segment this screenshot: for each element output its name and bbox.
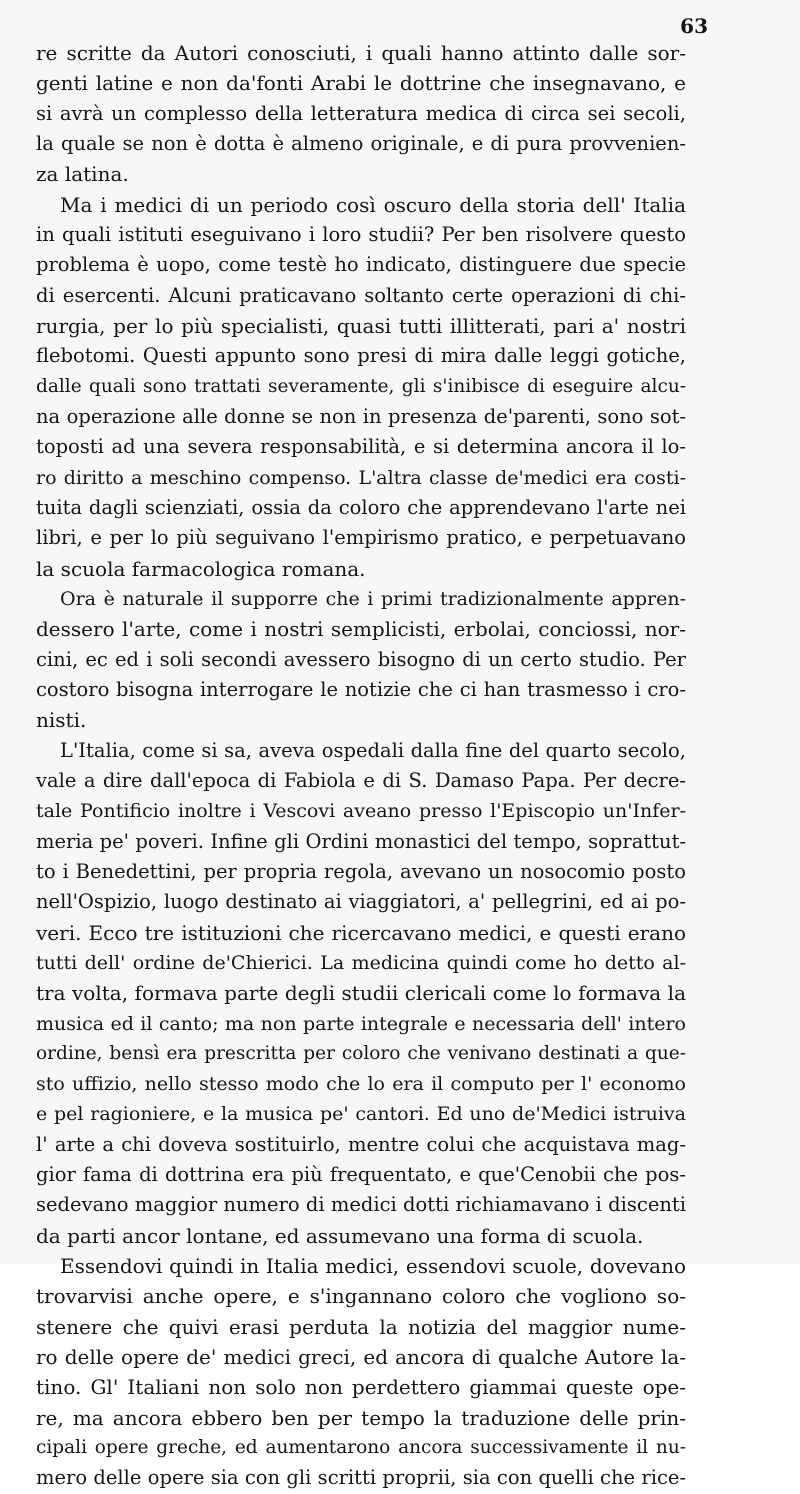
text-line: e pel ragioniere, e la musica pe' cantori. Ed uno de'Medici istruiva [36, 1103, 686, 1126]
text-line: flebotomi. Questi appunto sono presi di mira dalle leggi gotiche, [36, 344, 686, 368]
text-line: genti latine e non da'fonti Arabi le dottrine che insegnavano, e [36, 71, 686, 96]
text-line: za latina. [36, 162, 129, 187]
text-line: ordine, bensì era prescritta per coloro che venivano destinati a que- [36, 1042, 686, 1064]
text-line: dessero l'arte, come i nostri semplicisti, erbolai, conciossi, nor- [36, 617, 686, 642]
text-line: problema è uopo, come testè ho indicato, distinguere due specie [36, 253, 686, 277]
text-line: veri. Ecco tre istituzioni che ricercavano medici, e questi erano [36, 920, 686, 945]
text-line: ro diritto a meschino compenso. L'altra classe de'medici era costi- [36, 466, 686, 489]
text-line: toposti ad una severa responsabilità, e si determina ancora il lo- [36, 435, 686, 459]
text-line: sto uffizio, nello stesso modo che lo era il computo per l' economo [36, 1073, 686, 1096]
text-line: tutti dell' ordine de'Chierici. La medicina quindi come ho detto al- [36, 951, 686, 974]
text-line: mero delle opere sia con gli scritti proprii, sia con quelli che rice- [36, 1466, 686, 1490]
text-line: L'Italia, come si sa, aveva ospedali dalla fine del quarto secolo, [60, 738, 686, 762]
text-line: tra volta, formava parte degli studii clericali come lo formava la [36, 981, 686, 1006]
text-line: cipali opere greche, ed aumentarono ancora successivamente il nu- [36, 1437, 686, 1459]
text-line: tuita dagli scienziati, ossia da coloro che apprendevano l'arte nei [36, 495, 686, 519]
text-line: ro delle opere de' medici greci, ed ancora di qualche Autore la- [36, 1345, 686, 1370]
text-line: l' arte a chi doveva sostituirlo, mentre colui che acquistava mag- [36, 1132, 686, 1156]
text-line: tino. Gl' Italiani non solo non perdettero giammai queste ope- [36, 1375, 686, 1400]
text-line: nell'Ospizio, luogo destinato ai viaggiatori, a' pellegrini, ed ai po- [36, 890, 686, 914]
text-line: meria pe' poveri. Infine gli Ordini monastici del tempo, soprattut- [36, 829, 686, 853]
text-line: di esercenti. Alcuni praticavano soltanto certe operazioni di chi- [36, 283, 686, 307]
text-line: na operazione alle donne se non in presenza de'parenti, sono sot- [36, 404, 686, 428]
text-line: si avrà un complesso della letteratura medica di circa sei secoli, [36, 101, 686, 125]
text-line: la quale se non è dotta è almeno originale, e di pura provvenien- [36, 131, 686, 155]
text-line: libri, e per lo più seguivano l'empirismo pratico, e perpetuavano [36, 526, 686, 550]
text-line: gior fama di dottrina era più frequentato, e que'Cenobii che pos- [36, 1163, 686, 1187]
body-text [36, 38, 686, 1494]
text-line: nisti. [36, 708, 87, 733]
text-line: re scritte da Autori conosciuti, i quali hanno attinto dalle sor- [36, 41, 686, 65]
text-line: trovarvisi anche opere, e s'ingannano coloro che vogliono so- [36, 1284, 686, 1309]
text-line: tale Pontificio inoltre i Vescovi aveano presso l'Episcopio un'Infer- [36, 800, 686, 823]
text-line: costoro bisogna interrogare le notizie che ci han trasmesso i cro- [36, 677, 686, 701]
text-line: vale a dire dall'epoca di Fabiola e di S. Damaso Papa. Per decre- [36, 768, 686, 792]
text-line: rurgia, per lo più specialisti, quasi tutti illitterati, pari a' nostri [36, 313, 686, 338]
text-line: Ora è naturale il supporre che i primi tradizionalmente appren- [60, 587, 686, 610]
text-line: in quali istituti eseguivano i loro studii? Per ben risolvere questo [36, 222, 686, 246]
text-line: da parti ancor lontane, ed assumevano una forma di scuola. [36, 1223, 644, 1248]
text-line: re, ma ancora ebbero ben per tempo la traduzione delle prin- [36, 1405, 686, 1430]
text-line: la scuola farmacologica romana. [36, 556, 366, 581]
text-line: dalle quali sono trattati severamente, gli s'inibisce di eseguire alcu- [36, 375, 686, 397]
text-line: sedevano maggior numero di medici dotti richiamavano i discenti [36, 1193, 686, 1217]
text-line: cini, ec ed i soli secondi avessero bisogno di un certo studio. Per [36, 647, 686, 671]
text-line: Essendovi quindi in Italia medici, essendovi scuole, dovevano [60, 1254, 686, 1279]
text-line: musica ed il canto; ma non parte integrale e necessaria dell' intero [36, 1012, 686, 1035]
text-line: stenere che quivi erasi perduta la notizia del maggior nume- [36, 1314, 686, 1339]
text-line: to i Benedettini, per propria regola, avevano un nosocomio posto [36, 859, 686, 883]
text-line: Ma i medici di un periodo così oscuro della storia dell' Italia [60, 192, 686, 217]
page-number: 63 [680, 14, 708, 38]
